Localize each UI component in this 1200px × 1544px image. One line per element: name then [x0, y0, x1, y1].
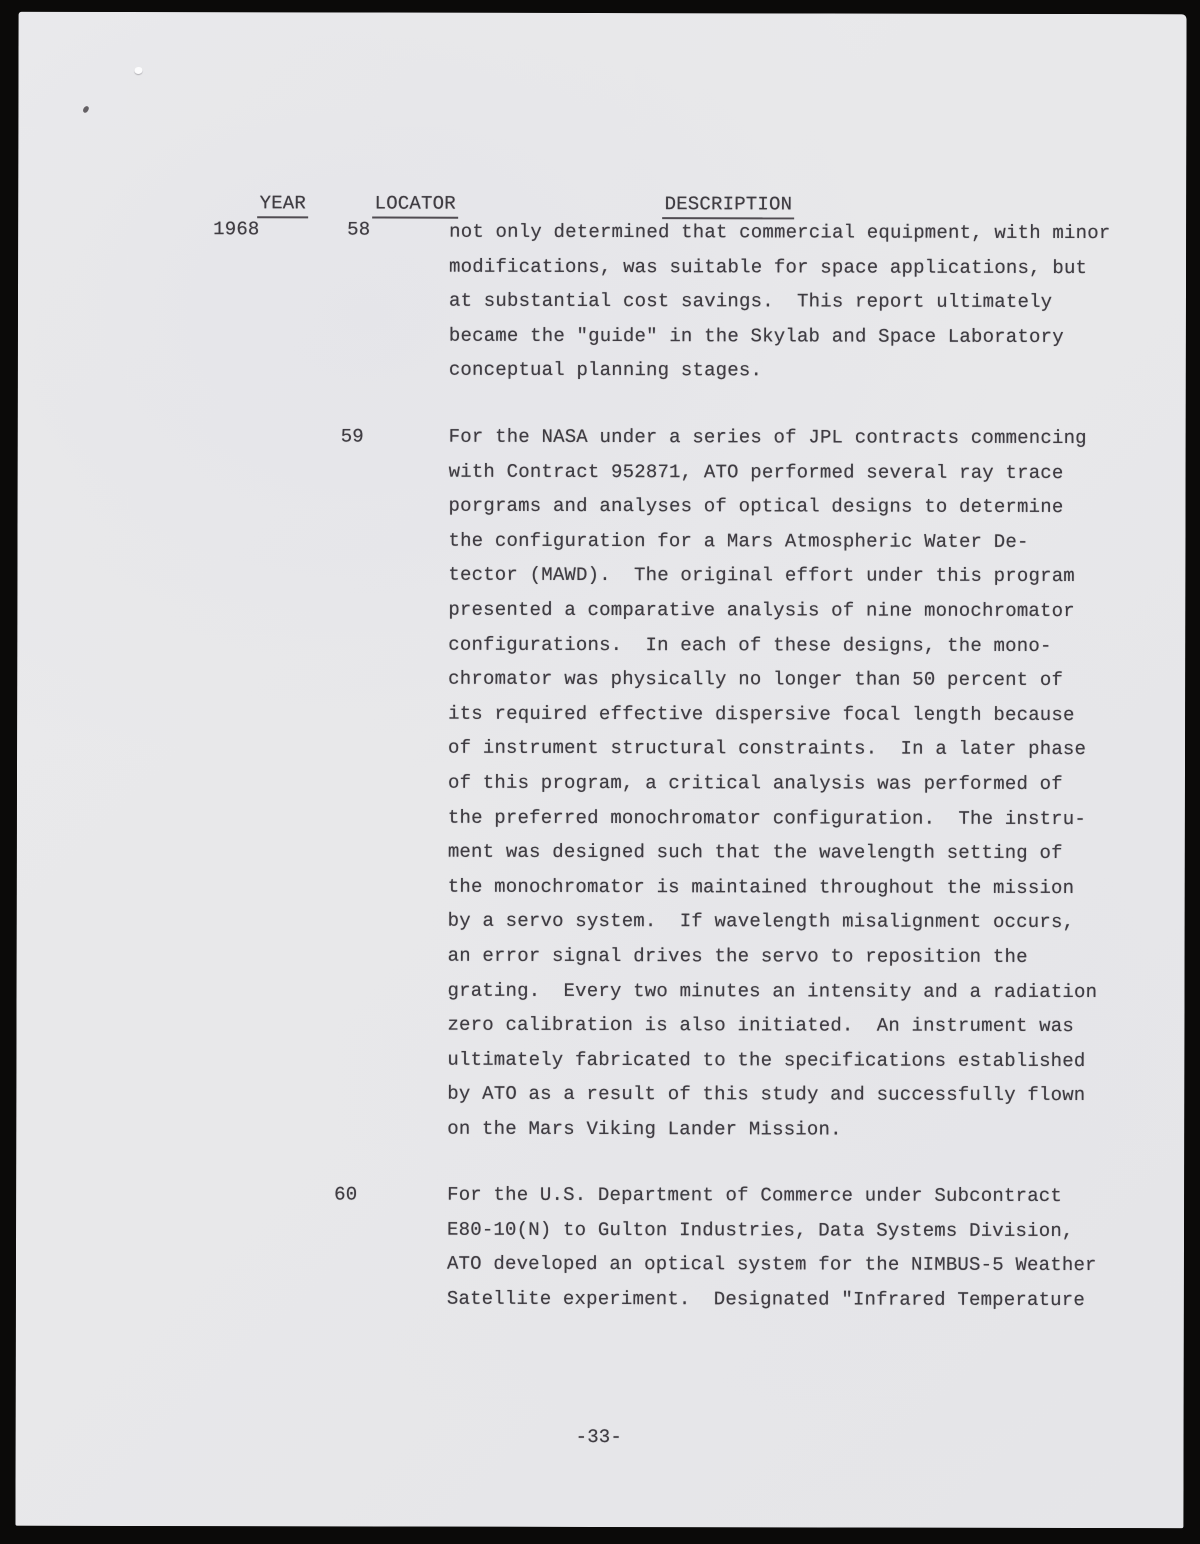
- description-text: For the U.S. Department of Commerce under Subcontract E80-10(N) to Gulton Industries, Data Systems Division, ATO developed an optical system for the NIMBUS-5 Weather Satellite experiment. Designated "Infrared Temperature: [446, 1183, 1097, 1311]
- column-header-description-label: DESCRIPTION: [663, 193, 795, 219]
- column-header-year-label: YEAR: [258, 192, 308, 218]
- column-header-locator-label: LOCATOR: [373, 193, 458, 219]
- locator-cell: 58: [347, 218, 371, 241]
- description-text: For the NASA under a series of JPL contracts commencing with Contract 952871, ATO performed several ray trace porgrams and analyses of optical designs to determine the configuration for a Mars Atmospheric Water De- tector (MAWD). The original effort under this program presented a comparative analysis of nine monochromator configurations. In each of these designs, the mono- chromator was physically no longer than 50 percent of its required effective dispersive focal length because of instrument structural constraints. In a later phase of this program, a critical analysis was performed of the preferred monochromator configuration. The instru- ment was designed such that the wavelength setting of the monochromator is maintained throughout the mission by a servo system. If wavelength misalignment occurs, an error signal drives the servo to reposition the grating. Every two minutes an intensity and a radiation zero calibration is also initiated. An instrument was ultimately fabricated to the specifications established by ATO as a result of this study and successfully flown on the Mars Viking Lander Mission.: [447, 425, 1098, 1141]
- scan-artifact-speck: [82, 105, 89, 113]
- page-number: -33-: [575, 1425, 623, 1449]
- scanned-page: [15, 12, 1186, 1528]
- description-text: not only determined that commercial equipment, with minor modifications, was suitable for space applications, but at substantial cost savings. This report ultimately became the "guide" in the Skylab and Space Laboratory conceptual planning stages.: [448, 220, 1111, 382]
- scan-artifact-speck: [134, 67, 142, 74]
- locator-cell: 60: [334, 1183, 358, 1206]
- year-cell: 1968: [213, 218, 260, 241]
- locator-cell: 59: [340, 425, 364, 448]
